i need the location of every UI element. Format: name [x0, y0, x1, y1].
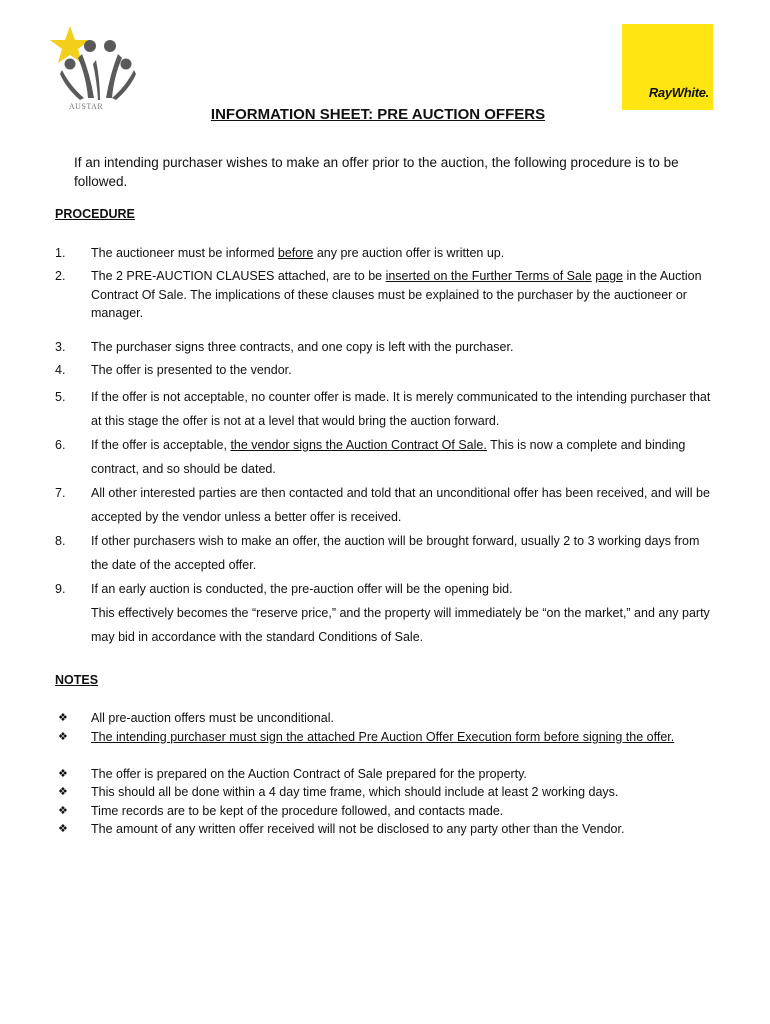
note-item	[55, 802, 715, 821]
note-text: This should all be done within a 4 day time frame, which should include at least 2 working days.	[91, 785, 619, 799]
item-text: If other purchasers wish to make an offer, the auction will be brought forward, usually 2 to 3 working days from the date of the accepted offer.	[91, 534, 700, 572]
item-text: The auctioneer must be informed before any pre auction offer is written up.	[91, 246, 505, 260]
item-text: If the offer is acceptable, the vendor signs the Auction Contract Of Sale. This is now a complete and binding contract, and so should be dated.	[91, 438, 686, 476]
diamond-bullet-icon: ❖	[58, 712, 68, 724]
page-title: INFORMATION SHEET: PRE AUCTION OFFERS	[210, 106, 546, 123]
item-text: The 2 PRE-AUCTION CLAUSES attached, are to be inserted on the Further Terms of Sale page in the Auction Contract Of Sale. The implications of these clauses must be explained to the purchaser by the auctioneer or manager.	[91, 269, 702, 320]
notes-heading: NOTES	[55, 673, 99, 687]
note-item	[55, 728, 715, 765]
austar-logo-graphic	[40, 24, 136, 104]
intro-paragraph: If an intending purchaser wishes to make an offer prior to the auction, the following procedure is to be followed.	[74, 155, 679, 189]
item-number: 6.	[55, 438, 66, 452]
note-item	[55, 709, 715, 728]
note-text: All pre-auction offers must be unconditional.	[91, 711, 334, 725]
note-text: Time records are to be kept of the procedure followed, and contacts made.	[91, 804, 504, 818]
item-text: The purchaser signs three contracts, and one copy is left with the purchaser.	[91, 340, 514, 354]
note-text: The offer is prepared on the Auction Contract of Sale prepared for the property.	[91, 767, 527, 781]
procedure-heading: PROCEDURE	[55, 207, 135, 221]
austar-logo	[40, 24, 136, 116]
item-number: 9.	[55, 582, 66, 596]
item-number: 1.	[55, 246, 66, 260]
procedure-item	[55, 361, 715, 379]
procedure-item	[55, 433, 715, 481]
item-text: The offer is presented to the vendor.	[91, 363, 292, 377]
procedure-item	[55, 244, 715, 262]
item-text: If an early auction is conducted, the pre-auction offer will be the opening bid. This effectively becomes the “reserve price,” and the property will immediately be “on the market,” and any party may bid in accordance with the standard Conditions of Sale.	[91, 582, 710, 644]
austar-caption: AUSTAR	[68, 102, 104, 111]
item-number: 2.	[55, 269, 66, 283]
note-text: The intending purchaser must sign the attached Pre Auction Offer Execution form before signing the offer.	[91, 730, 675, 744]
diamond-bullet-icon: ❖	[58, 823, 68, 835]
item-number: 5.	[55, 390, 66, 404]
item-number: 7.	[55, 486, 66, 500]
item-number: 8.	[55, 534, 66, 548]
note-item	[55, 820, 715, 839]
procedure-item	[55, 338, 715, 356]
note-item	[55, 783, 715, 802]
diamond-bullet-icon: ❖	[58, 805, 68, 817]
diamond-bullet-icon: ❖	[58, 768, 68, 780]
diamond-bullet-icon: ❖	[58, 731, 68, 743]
item-text: If the offer is not acceptable, no counter offer is made. It is merely communicated to the intending purchaser that at this stage the offer is not at a level that would bring the auction forward.	[91, 390, 711, 428]
item-number: 3.	[55, 340, 66, 354]
item-number: 4.	[55, 363, 66, 377]
item-text: All other interested parties are then contacted and told that an unconditional offer has been received, and will be accepted by the vendor unless a better offer is received.	[91, 486, 710, 524]
raywhite-wordmark: RayWhite.	[648, 85, 709, 100]
diamond-bullet-icon: ❖	[58, 786, 68, 798]
procedure-item	[55, 529, 715, 577]
procedure-item	[55, 267, 715, 324]
note-text: The amount of any written offer received will not be disclosed to any party other than the Vendor.	[91, 822, 625, 836]
procedure-item	[55, 577, 715, 649]
raywhite-logo	[622, 24, 713, 110]
procedure-item	[55, 385, 715, 433]
star-icon	[50, 26, 90, 63]
note-item	[55, 765, 715, 784]
procedure-item	[55, 481, 715, 529]
